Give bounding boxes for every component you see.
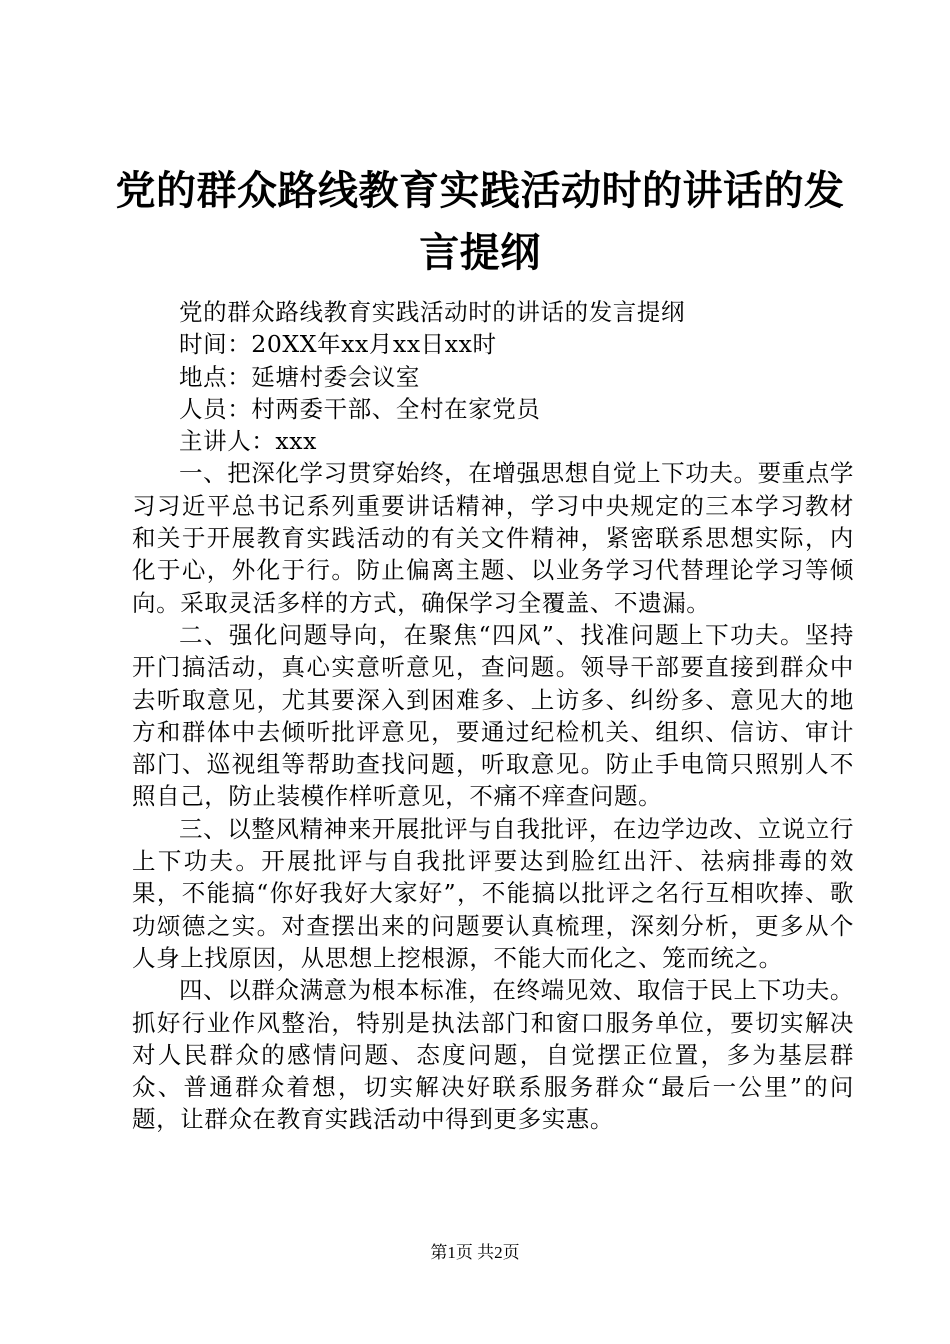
paragraph-speaker: 主讲人：xxx xyxy=(179,427,317,456)
document-title: 党的群众路线教育实践活动时的讲话的发言提纲 xyxy=(115,167,845,276)
paragraph-section-2: 二、强化问题导向，在聚焦“四风”、找准问题上下功夫。坚持开门搞活动，真心实意听意见，查问题。领导干部要直接到群众中去听取意见，尤其要深入到困难多、上访多、纠纷多、意见大的地方和群体中去倾听批评意见，要通过纪检机关、组织、信访、审计部门、巡视组等帮助查找问题，听取意见。防止手电筒只照别人不照自己，防止装模作样听意见，不痛不痒查问题。 xyxy=(132,620,854,811)
paragraph-subtitle: 党的群众路线教育实践活动时的讲话的发言提纲 xyxy=(179,298,686,326)
paragraph-section-4: 四、以群众满意为根本标准，在终端见效、取信于民上下功夫。抓好行业作风整治，特别是执法部门和窗口服务单位，要切实解决对人民群众的感情问题、态度问题，自觉摆正位置，多为基层群众、普通群众着想，切实解决好联系服务群众“最后一公里”的问题，让群众在教育实践活动中得到更多实惠。 xyxy=(132,976,854,1134)
paragraph-section-1: 一、把深化学习贯穿始终，在增强思想自觉上下功夫。要重点学习习近平总书记系列重要讲话精神，学习中央规定的三本学习教材和关于开展教育实践活动的有关文件精神，紧密联系思想实际，内化于心，外化于行。防止偏离主题、以业务学习代替理论学习等倾向。采取灵活多样的方式，确保学习全覆盖、不遗漏。 xyxy=(132,459,854,617)
paragraph-time: 时间：20XX年xx月xx日xx时 xyxy=(179,330,497,359)
page-footer: 第1页 共2页 xyxy=(430,1243,520,1262)
document-body xyxy=(132,296,854,1136)
paragraph-section-3: 三、以整风精神来开展批评与自我批评，在边学边改、立说立行上下功夫。开展批评与自我批评要达到脸红出汗、祛病排毒的效果，不能搞“你好我好大家好”，不能搞以批评之名行互相吹捧、歌功颂德之实。对查摆出来的问题要认真梳理，深刻分析，更多从个人身上找原因，从思想上挖根源，不能大而化之、笼而统之。 xyxy=(132,814,854,972)
paragraph-location: 地点：延塘村委会议室 xyxy=(179,362,420,391)
paragraph-attendees: 人员：村两委干部、全村在家党员 xyxy=(179,394,541,423)
